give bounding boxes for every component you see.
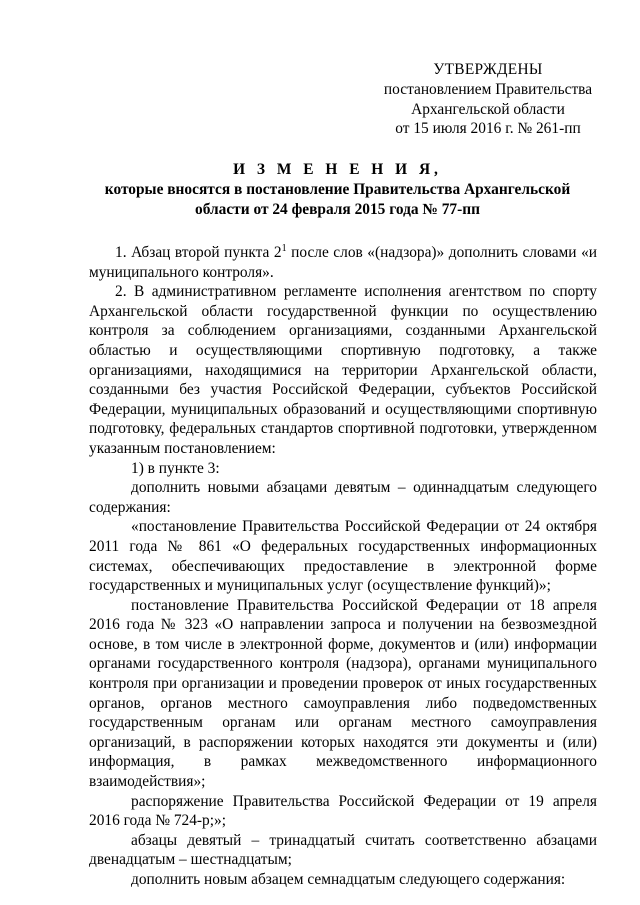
paragraph-3: 1) в пункте 3: (131, 459, 220, 477)
approval-line-2: Архангельской области (411, 100, 565, 118)
paragraph-1-text-b: после слов «(надзора)» дополнить словами «и муниципального контроля». (89, 244, 597, 281)
paragraph-5: «постановление Правительства Российской Федерации от 24 октября 2011 года № 861 «О федеральных государственных информационных системах, обеспечивающих предоставление в электронной форме государственных и муниципальных услуг (осуществление функций)»; (89, 518, 597, 595)
paragraph-2: 2. В административном регламенте исполнения агентством по спорту Архангельской области государственной функции по осуществлению контроля за соблюдением организациями, созданными Архангельской областью и осуществляющими спортивную подготовку, а также организациями, находящимися на территории Архангельской области, созданными без участия Российской Федерации, субъектов Российской Федерации, муниципальных образований и осуществляющими спортивную подготовку, федеральных стандартов спортивной подготовки, утвержденном указанным постановлением: (89, 283, 597, 457)
paragraph-9: дополнить новым абзацем семнадцатым следующего содержания: (131, 871, 566, 888)
document-title (60, 160, 615, 219)
paragraph-7: распоряжение Правительства Российской Федерации от 19 апреля 2016 года № 724-р;»; (89, 792, 597, 830)
document-body (89, 243, 597, 890)
title-line-1: которые вносятся в постановление Правительства Архангельской (104, 181, 571, 198)
approval-line-3: от 15 июля 2016 г. № 261-пп (395, 120, 581, 138)
paragraph-6: постановление Правительства Российской Федерации от 18 апреля 2016 года № 323 «О направлении запроса и получении на безвозмездной основе, в том числе в электронной форме, документов и (или) информации органами государственного контроля (надзора), органами муниципального контроля при организации и проведении проверок от иных государственных органов, органов местного самоуправления либо подведомственных государственным органам или органам местного самоуправления организаций, в распоряжении которых находятся эти документы и (или) информация, в рамках межведомственного информационного взаимодействия»; (89, 596, 597, 791)
approval-line-1: постановлением Правительства (383, 80, 593, 98)
paragraph-4: дополнить новыми абзацами девятым – одиннадцатым следующего содержания: (89, 479, 597, 516)
approval-heading: УТВЕРЖДЕНЫ (433, 61, 543, 78)
paragraph-1 (89, 243, 597, 282)
title-line-2: области от 24 февраля 2015 года № 77-пп (195, 200, 480, 218)
paragraph-1-text-a: 1. Абзац второй пункта 2 (115, 244, 282, 261)
title-main: И З М Е Н Е Н И Я, (233, 161, 442, 178)
paragraph-8: абзацы девятый – тринадцатый считать соответственно абзацами двенадцатым – шестнадцатым; (89, 831, 597, 869)
paragraph-1-superscript: 1 (281, 243, 287, 254)
approval-stamp (368, 60, 608, 139)
